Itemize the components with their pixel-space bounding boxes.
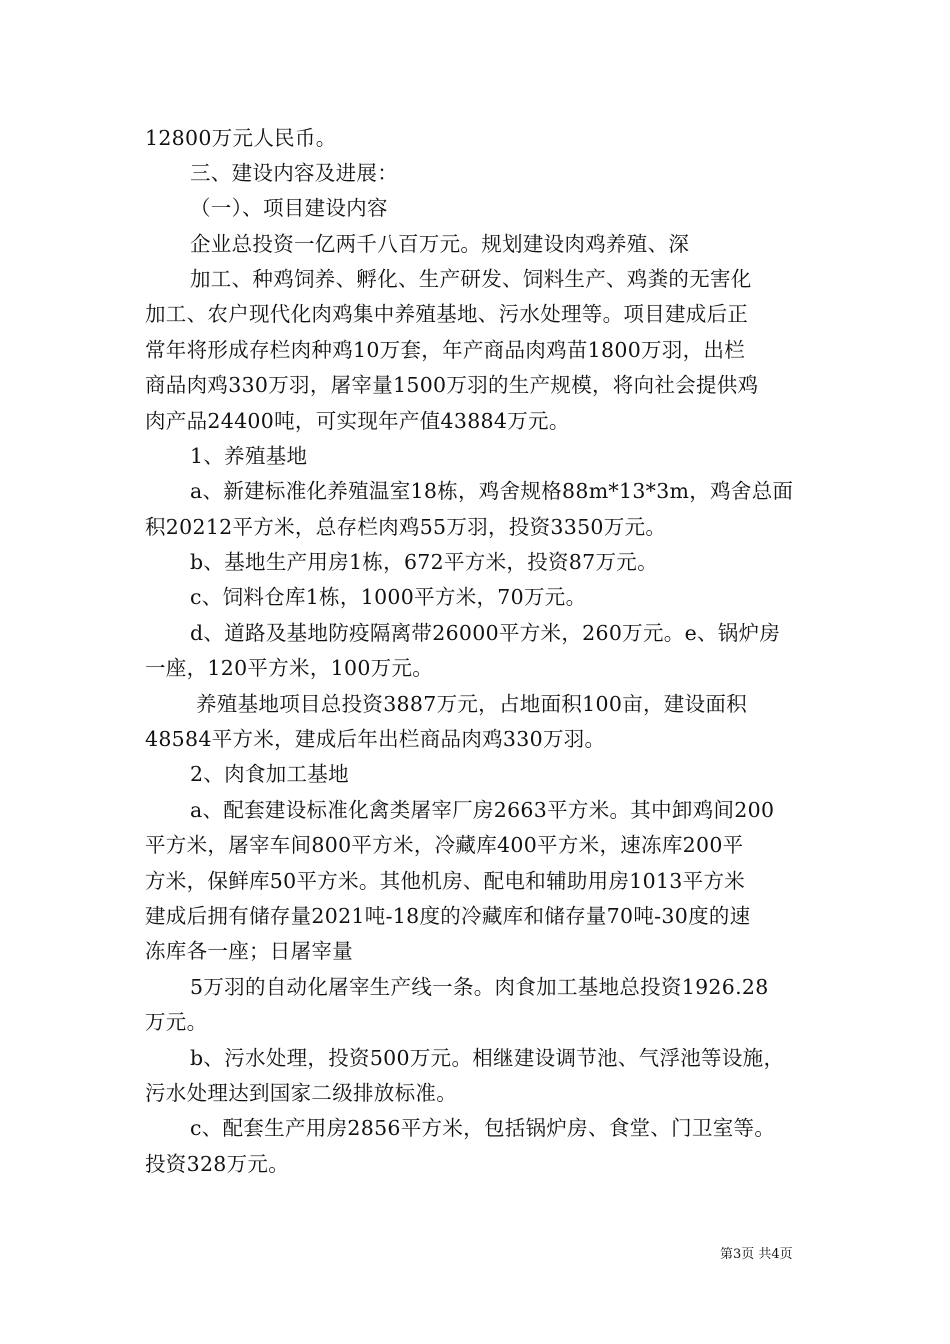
text-line-26: 万元。	[145, 1010, 208, 1034]
page-number-footer: 第3页 共4页	[720, 1247, 793, 1262]
text-line-24: 冻库各一座；日屠宰量	[145, 939, 353, 963]
text-line-13: b、基地生产用房1栋，672平方米，投资87万元。	[190, 550, 658, 574]
text-line-17: 养殖基地项目总投资3887万元，占地面积100亩，建设面积	[196, 692, 747, 716]
item-heading-2: 2、肉食加工基地	[190, 762, 349, 786]
text-line-14: c、饲料仓库1栋，1000平方米，70万元。	[190, 585, 587, 609]
text-line-1: 12800万元人民币。	[145, 126, 337, 150]
text-line-16: 一座，120平方米，100万元。	[145, 656, 434, 680]
subsection-heading: （一）、项目建设内容	[190, 196, 388, 220]
text-line-4: 企业总投资一亿两千八百万元。规划建设肉鸡养殖、深	[190, 232, 690, 256]
text-line-22: 方米，保鲜库50平方米。其他机房、配电和辅助用房1013平方米	[145, 869, 746, 893]
text-line-18: 48584平方米，建成后年出栏商品肉鸡330万羽。	[145, 727, 606, 751]
text-line-5: 加工、种鸡饲养、孵化、生产研发、饲料生产、鸡粪的无害化	[190, 267, 752, 291]
section-heading: 三、建设内容及进展：	[190, 161, 398, 185]
text-line-8: 商品肉鸡330万羽，屠宰量1500万羽的生产规模，将向社会提供鸡	[145, 373, 759, 397]
text-line-23: 建成后拥有储存量2021吨-18度的冷藏库和储存量70吨-30度的速	[145, 904, 751, 928]
text-line-6: 加工、农户现代化肉鸡集中养殖基地、污水处理等。项目建成后正	[145, 302, 749, 326]
text-line-20: a、配套建设标准化禽类屠宰厂房2663平方米。其中卸鸡间200	[190, 798, 775, 822]
text-line-12: 积20212平方米，总存栏肉鸡55万羽，投资3350万元。	[145, 515, 667, 539]
text-line-11: a、新建标准化养殖温室18栋，鸡舍规格88m*13*3m，鸡舍总面	[190, 479, 794, 503]
text-line-9: 肉产品24400吨，可实现年产值43884万元。	[145, 409, 570, 433]
text-line-21: 平方米，屠宰车间800平方米，冷藏库400平方米，速冻库200平	[145, 833, 744, 857]
text-line-15: d、道路及基地防疫隔离带26000平方米，260万元。e、锅炉房	[190, 621, 781, 645]
text-line-28: 污水处理达到国家二级排放标准。	[145, 1081, 457, 1105]
text-line-7: 常年将形成存栏肉种鸡10万套，年产商品肉鸡苗1800万羽，出栏	[145, 338, 746, 362]
item-heading-1: 1、养殖基地	[190, 444, 308, 468]
text-line-30: 投资328万元。	[145, 1152, 290, 1176]
text-line-27: b、污水处理，投资500万元。相继建设调节池、气浮池等设施，	[190, 1046, 785, 1070]
text-line-29: c、配套生产用房2856平方米，包括锅炉房、食堂、门卫室等。	[190, 1116, 776, 1140]
text-line-25: 5万羽的自动化屠宰生产线一条。肉食加工基地总投资1926.28	[190, 975, 769, 999]
